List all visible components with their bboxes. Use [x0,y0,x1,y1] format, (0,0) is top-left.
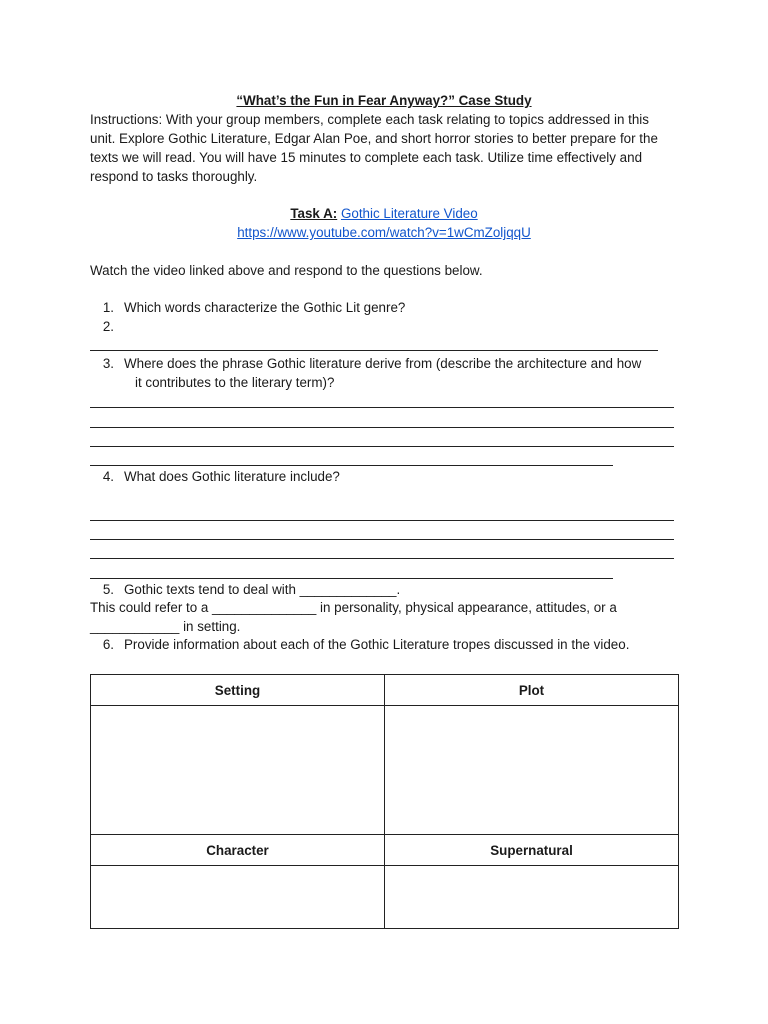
character-header: Character [91,835,385,866]
instructions-line: Instructions: With your group members, complete each task relating to topics addressed in this [90,112,649,127]
question-number: 4. [102,469,114,484]
answer-line[interactable] [90,558,674,559]
table-header-row [91,675,679,706]
question-text-continued: it contributes to the literary term)? [135,375,335,390]
gothic-video-link[interactable]: Gothic Literature Video [340,206,478,221]
question-5-continued: ____________ in setting. [90,619,241,634]
plot-header: Plot [385,675,679,706]
task-a-heading [0,206,768,221]
question-text: Gothic texts tend to deal with _____________. [124,582,401,597]
setting-header: Setting [91,675,385,706]
task-a-label: Task A: [290,206,338,221]
answer-line[interactable] [90,427,674,428]
watch-instruction: Watch the video linked above and respond to the questions below. [90,263,483,278]
answer-line[interactable] [90,446,674,447]
question-4 [90,469,340,484]
question-number: 1. [102,300,114,315]
table-answer-row [91,866,679,929]
answer-line[interactable] [90,520,674,521]
question-number: 5. [102,582,114,597]
answer-line[interactable] [90,465,613,466]
instructions-line: unit. Explore Gothic Literature, Edgar Alan Poe, and short horror stories to better prepare for the [90,131,658,146]
question-text: What does Gothic literature include? [124,469,340,484]
question-5 [90,582,400,597]
table-answer-row [91,706,679,835]
supernatural-answer-cell[interactable] [385,866,679,929]
plot-answer-cell[interactable] [385,706,679,835]
setting-answer-cell[interactable] [91,706,385,835]
question-2 [90,319,124,334]
character-answer-cell[interactable] [91,866,385,929]
question-text: Where does the phrase Gothic literature derive from (describe the architecture and how [124,356,642,371]
answer-line[interactable] [90,350,658,351]
question-text: Which words characterize the Gothic Lit genre? [124,300,406,315]
video-url-link[interactable]: https://www.youtube.com/watch?v=1wCmZoljqqU [237,225,531,240]
question-6 [90,637,629,652]
question-3 [90,356,641,371]
supernatural-header: Supernatural [385,835,679,866]
instructions-line: respond to tasks thoroughly. [90,169,258,184]
question-1 [90,300,405,315]
table-header-row [91,835,679,866]
answer-line[interactable] [90,407,674,408]
question-number: 3. [102,356,114,371]
question-text: Provide information about each of the Gothic Literature tropes discussed in the video. [124,637,630,652]
question-5-continued: This could refer to a ______________ in personality, physical appearance, attitudes, or a [90,600,617,615]
answer-line[interactable] [90,539,674,540]
document-title: “What’s the Fun in Fear Anyway?” Case Study [236,93,532,108]
answer-line[interactable] [90,578,613,579]
instructions-line: texts we will read. You will have 15 minutes to complete each task. Utilize time effectively and [90,150,643,165]
tropes-table [90,674,679,929]
question-number: 2. [102,319,114,334]
video-url-row [0,225,768,240]
question-number: 6. [102,637,114,652]
